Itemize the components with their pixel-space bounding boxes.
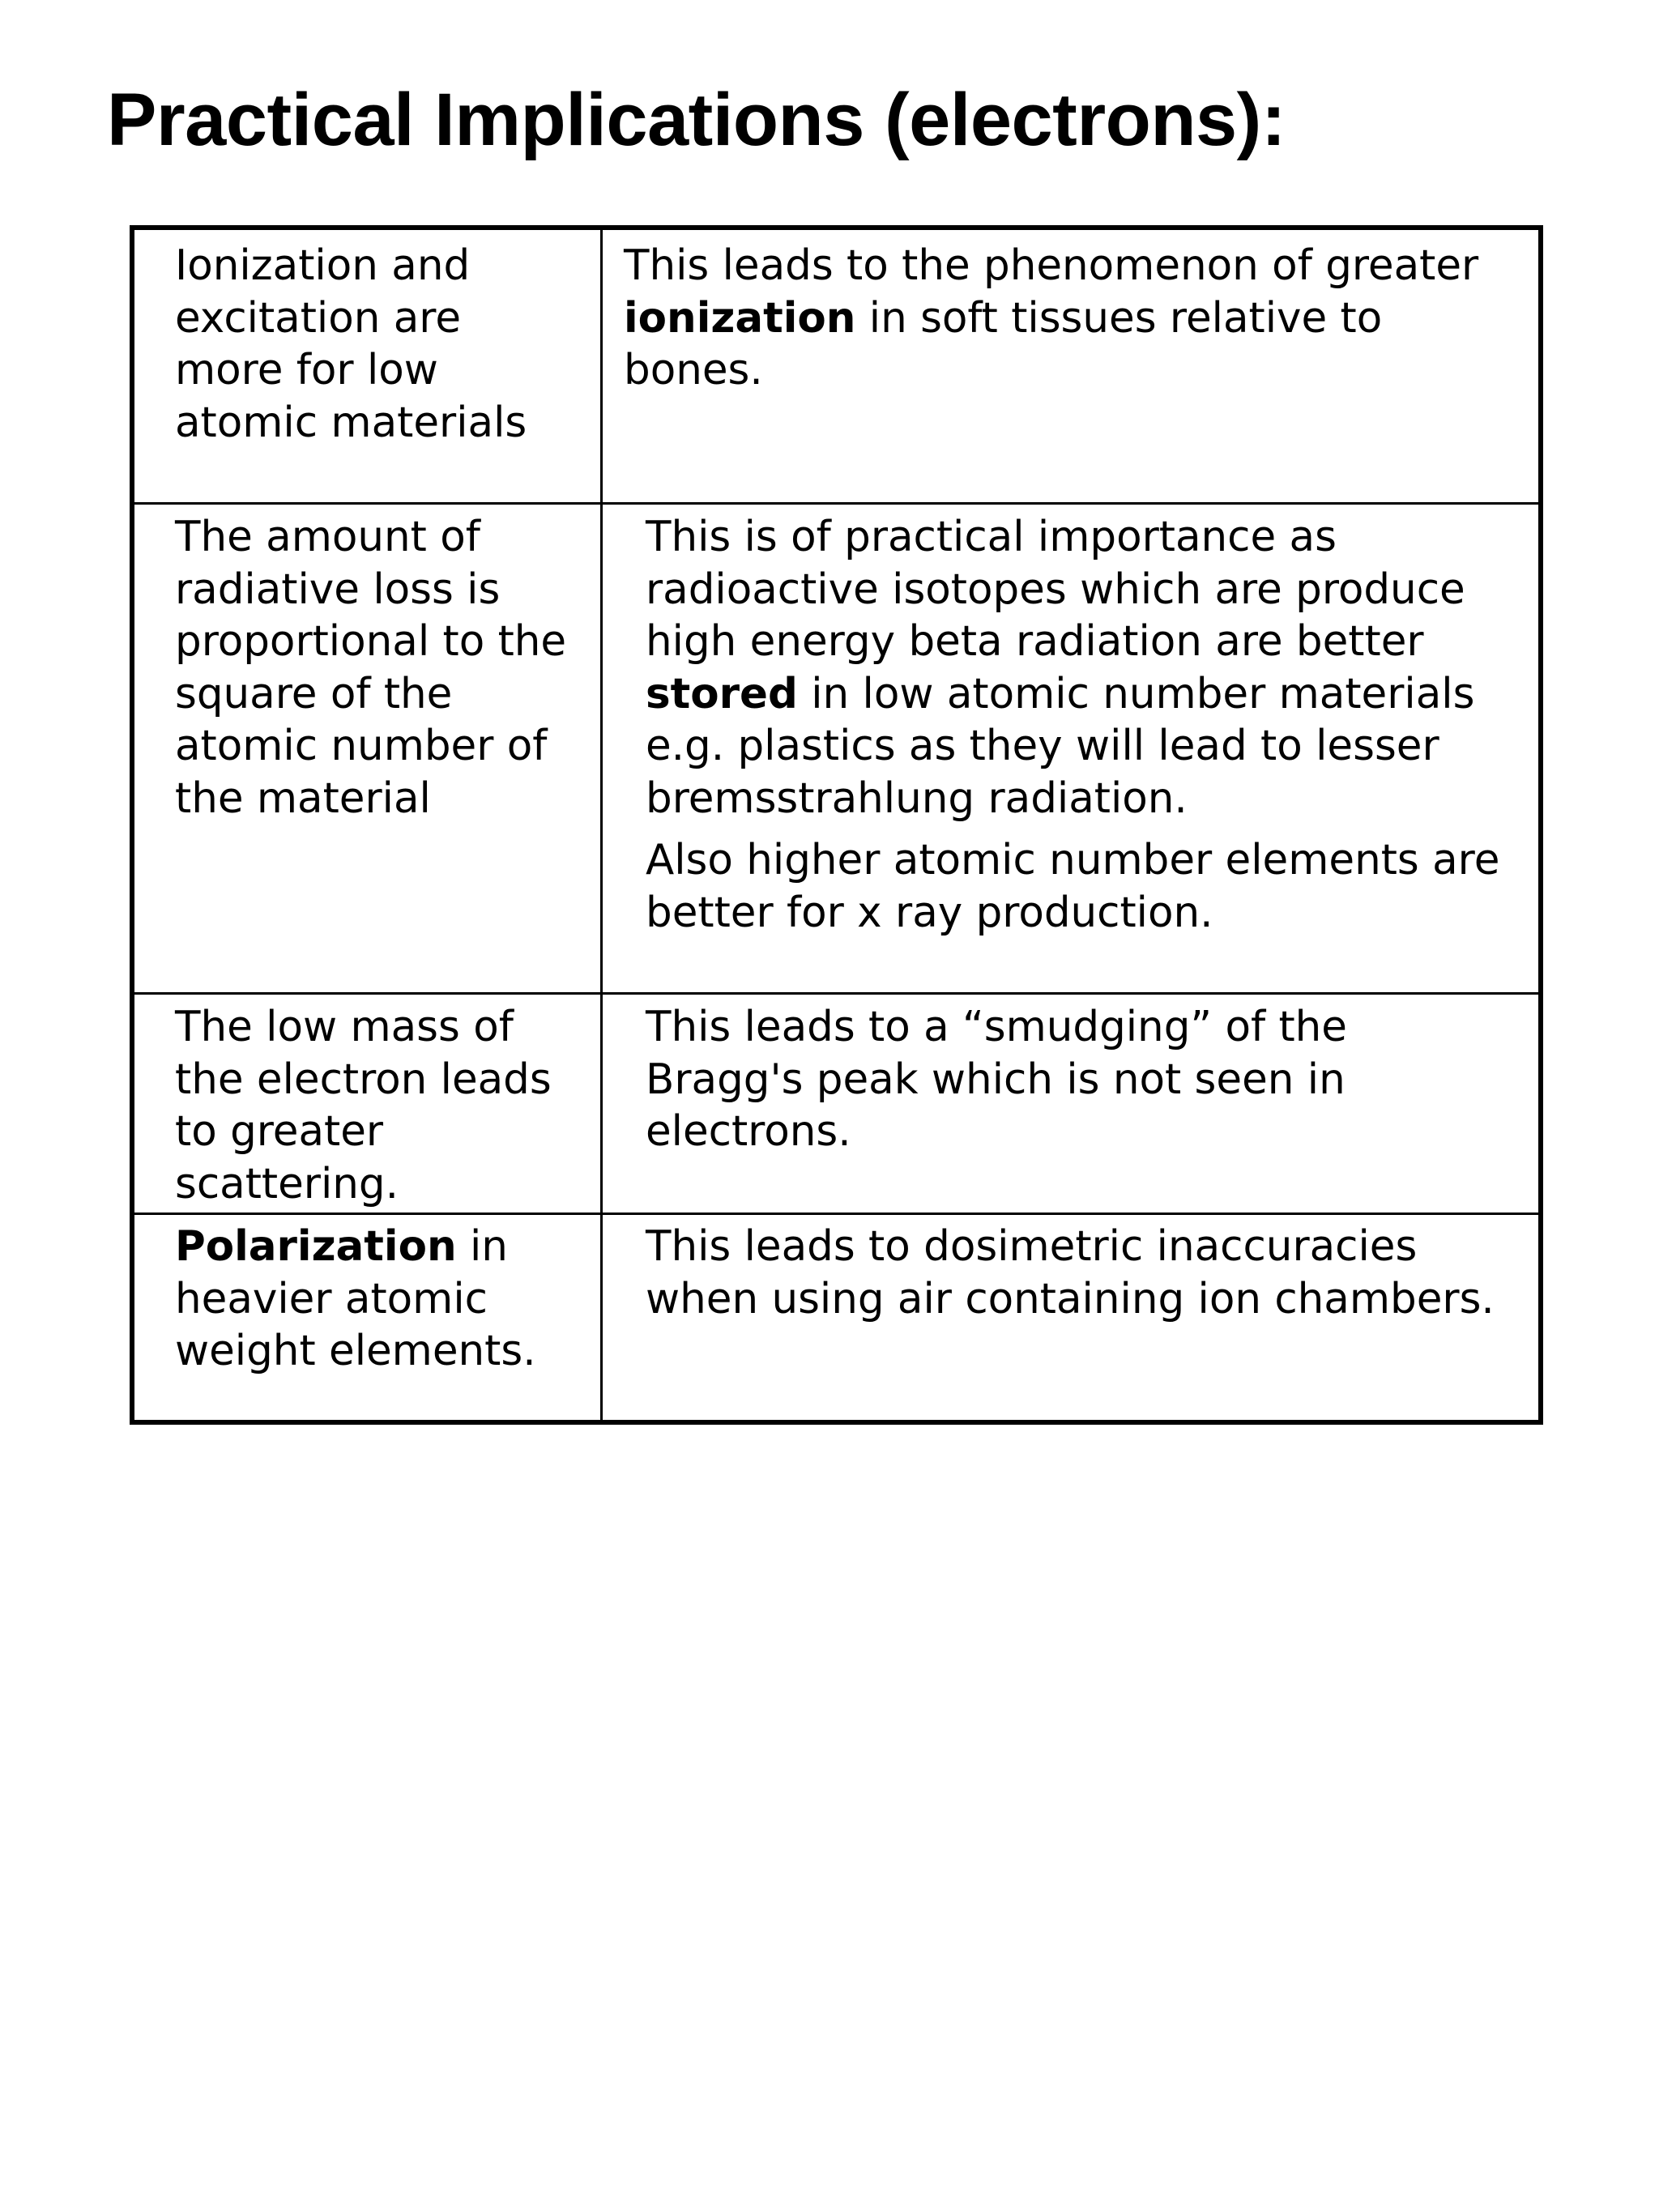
- emphasized-term: stored: [646, 669, 798, 718]
- cell-line: [175, 1221, 536, 1273]
- cell-line: [646, 1054, 1347, 1106]
- cell-line: [646, 773, 1499, 825]
- cell-text: Ionization and: [175, 241, 471, 290]
- cell-text: This leads to a “smudging” of the: [646, 1003, 1347, 1051]
- cell-line: [175, 292, 527, 345]
- cell-line: [175, 564, 566, 616]
- cell-line: [175, 720, 566, 773]
- cell-text: electrons.: [646, 1107, 851, 1156]
- cell-text: This leads to the phenomenon of greater: [624, 241, 1479, 290]
- cell-text: in low atomic number materials: [797, 669, 1475, 718]
- cell-text: the material: [175, 774, 431, 823]
- cell-line: [646, 616, 1499, 668]
- cell-text: better for x ray production.: [646, 888, 1213, 937]
- table-cell-cause: [175, 240, 527, 449]
- cell-paragraph: [646, 1221, 1495, 1325]
- cell-text: Bragg's peak which is not seen in: [646, 1055, 1346, 1104]
- cell-line: [175, 240, 527, 292]
- cell-text: This is of practical importance as: [646, 513, 1337, 561]
- row-divider: [134, 502, 1538, 505]
- cell-text: heavier atomic: [175, 1274, 488, 1323]
- cell-text: excitation are: [175, 293, 462, 343]
- cell-line: [175, 773, 566, 825]
- cell-text: The amount of: [175, 513, 480, 561]
- cell-line: [624, 292, 1478, 345]
- cell-text: in soft tissues relative to: [855, 293, 1383, 343]
- cell-text: bones.: [624, 346, 763, 394]
- cell-line: [175, 397, 527, 450]
- table-cell-effect: [624, 240, 1478, 397]
- cell-line: [175, 511, 566, 564]
- table-cell-effect: [646, 1221, 1495, 1325]
- cell-paragraph: [646, 1001, 1347, 1158]
- cell-line: [175, 1106, 552, 1158]
- cell-text: radiative loss is: [175, 565, 501, 614]
- row-divider: [134, 992, 1538, 995]
- cell-text: bremsstrahlung radiation.: [646, 774, 1188, 823]
- cell-line: [175, 616, 566, 668]
- cell-text: when using air containing ion chambers.: [646, 1274, 1495, 1323]
- cell-paragraph: [646, 834, 1499, 939]
- cell-line: [646, 1273, 1495, 1326]
- row-divider: [134, 1213, 1538, 1215]
- cell-text: more for low: [175, 346, 438, 394]
- cell-text: weight elements.: [175, 1327, 536, 1375]
- cell-text: the electron leads: [175, 1055, 552, 1104]
- cell-text: Also higher atomic number elements are: [646, 836, 1500, 884]
- cell-line: [646, 564, 1499, 616]
- cell-line: [175, 1001, 552, 1054]
- cell-line: [624, 240, 1478, 292]
- cell-text: scattering.: [175, 1159, 399, 1208]
- table-cell-effect: [646, 1001, 1347, 1158]
- emphasized-term: Polarization: [175, 1222, 457, 1271]
- cell-paragraph: [624, 240, 1478, 397]
- cell-line: [175, 1273, 536, 1326]
- cell-paragraph: [646, 511, 1499, 825]
- cell-text: e.g. plastics as they will lead to lesser: [646, 722, 1439, 770]
- column-divider: [600, 230, 603, 1420]
- cell-text: radioactive isotopes which are produce: [646, 565, 1465, 614]
- cell-text: atomic materials: [175, 398, 527, 447]
- cell-line: [646, 887, 1499, 940]
- page-title: Practical Implications (electrons):: [107, 79, 1286, 161]
- cell-line: [175, 344, 527, 397]
- cell-text: square of the: [175, 669, 453, 718]
- table-cell-effect: [646, 511, 1499, 939]
- cell-line: [175, 1054, 552, 1106]
- cell-text: atomic number of: [175, 722, 548, 770]
- cell-line: [175, 668, 566, 721]
- table-cell-cause: [175, 1221, 536, 1378]
- cell-line: [646, 511, 1499, 564]
- implications-table: [130, 225, 1543, 1425]
- emphasized-term: ionization: [624, 293, 856, 343]
- cell-line: [175, 1158, 552, 1211]
- table-cell-cause: [175, 511, 566, 825]
- cell-text: high energy beta radiation are better: [646, 617, 1424, 666]
- cell-line: [624, 344, 1478, 397]
- cell-line: [175, 1325, 536, 1378]
- cell-text: proportional to the: [175, 617, 567, 666]
- cell-text: in: [456, 1222, 508, 1271]
- cell-line: [646, 1221, 1495, 1273]
- cell-line: [646, 1106, 1347, 1158]
- cell-text: The low mass of: [175, 1003, 514, 1051]
- cell-line: [646, 1001, 1347, 1054]
- cell-line: [646, 668, 1499, 721]
- cell-text: This leads to dosimetric inaccuracies: [646, 1222, 1418, 1271]
- cell-line: [646, 834, 1499, 887]
- cell-text: to greater: [175, 1107, 384, 1156]
- table-cell-cause: [175, 1001, 552, 1210]
- cell-line: [646, 720, 1499, 773]
